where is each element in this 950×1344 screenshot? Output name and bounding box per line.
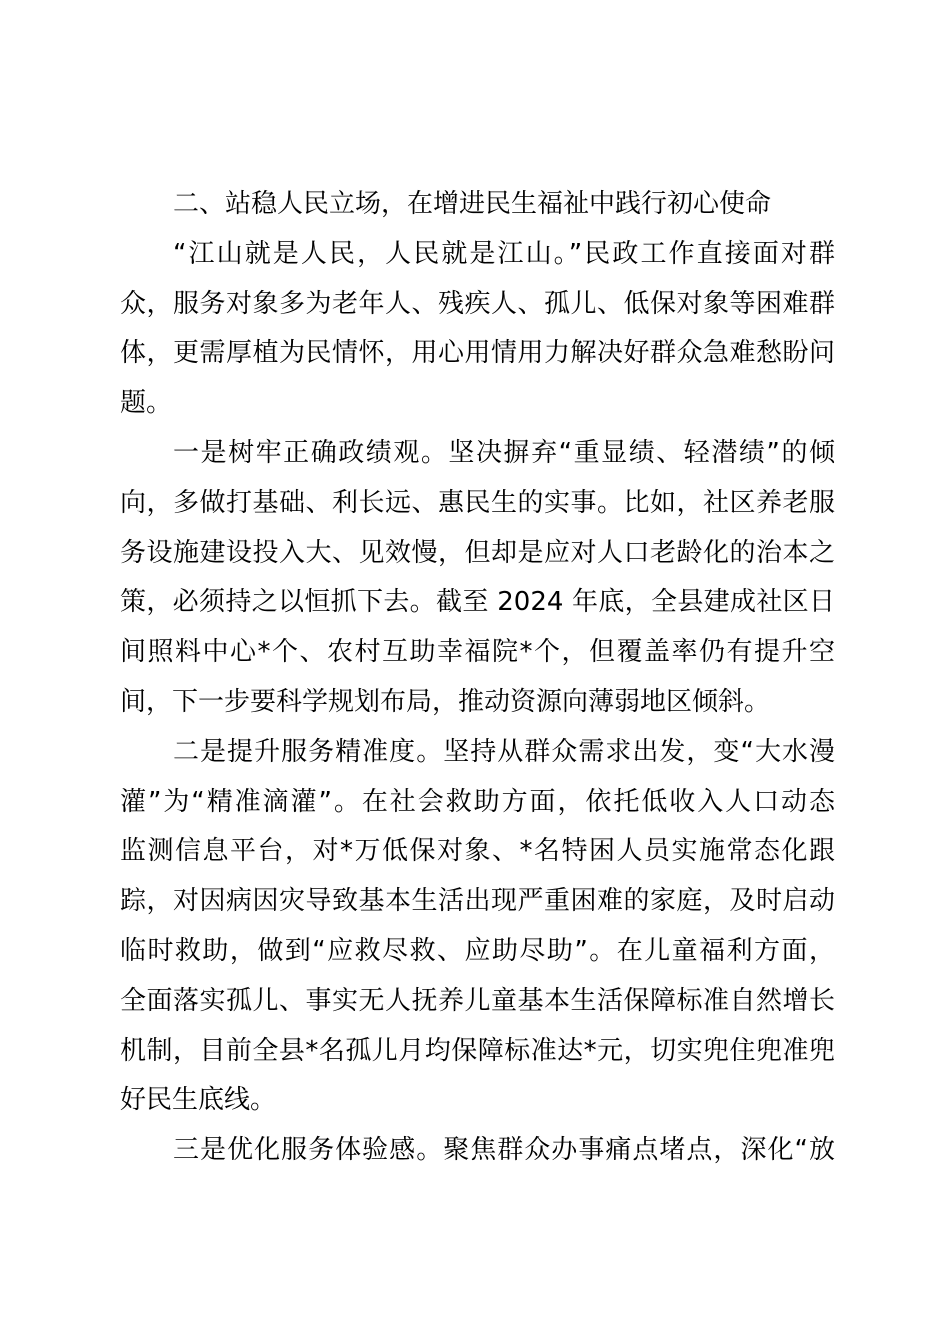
text-line: 灌”为“精准滴灌”。在社会救助方面，依托低收入人口动态 xyxy=(120,786,835,817)
text-line: 题。 xyxy=(120,388,173,419)
text-line: 间照料中心*个、农村互助幸福院*个，但覆盖率仍有提升空 xyxy=(120,637,835,668)
text-line: 策，必须持之以恒抓下去。截至 2024 年底，全县建成社区日 xyxy=(120,587,835,618)
text-line: 三是优化服务体验感。聚焦群众办事痛点堵点，深化“放 xyxy=(173,1135,835,1166)
text-line: 监测信息平台，对*万低保对象、*名特困人员实施常态化跟 xyxy=(120,836,835,867)
section-heading: 二、站稳人民立场，在增进民生福祉中践行初心使命 xyxy=(173,189,772,219)
text-line: 体，更需厚植为民情怀，用心用情用力解决好群众急难愁盼问 xyxy=(120,338,835,369)
text-line: 向，多做打基础、利长远、惠民生的实事。比如，社区养老服 xyxy=(120,487,835,518)
text-line: 务设施建设投入大、见效慢，但却是应对人口老龄化的治本之 xyxy=(120,537,835,568)
document-text-block xyxy=(120,180,835,1176)
text-line: 二是提升服务精准度。坚持从群众需求出发，变“大水漫 xyxy=(173,736,835,767)
text-line: 踪，对因病因灾导致基本生活出现严重困难的家庭，及时启动 xyxy=(120,886,835,917)
text-line: “江山就是人民，人民就是江山。”民政工作直接面对群 xyxy=(173,238,835,269)
text-line: 机制，目前全县*名孤儿月均保障标准达*元，切实兜住兜准兜 xyxy=(120,1035,835,1066)
text-line: 全面落实孤儿、事实无人抚养儿童基本生活保障标准自然增长 xyxy=(120,985,835,1016)
text-line: 一是树牢正确政绩观。坚决摒弃“重显绩、轻潜绩”的倾 xyxy=(173,437,835,468)
text-line: 间，下一步要科学规划布局，推动资源向薄弱地区倾斜。 xyxy=(120,686,771,717)
text-line: 好民生底线。 xyxy=(120,1085,277,1116)
text-line: 众，服务对象多为老年人、残疾人、孤儿、低保对象等困难群 xyxy=(120,288,835,319)
text-line: 临时救助，做到“应救尽救、应助尽助”。在儿童福利方面， xyxy=(120,935,835,966)
